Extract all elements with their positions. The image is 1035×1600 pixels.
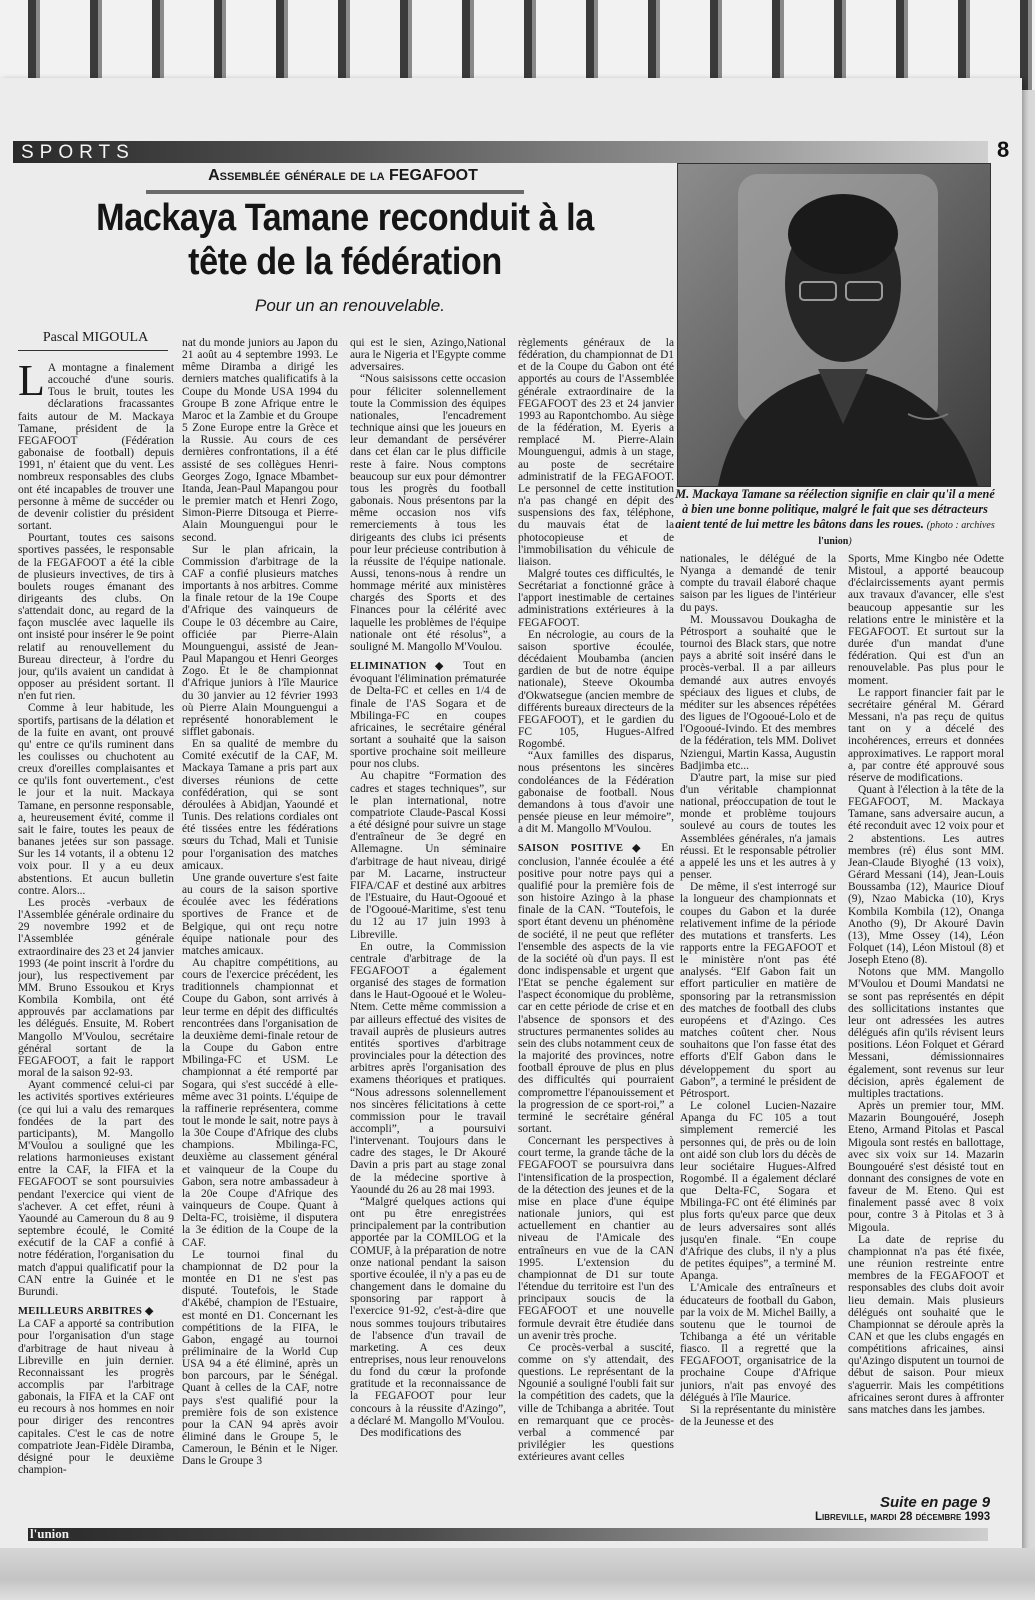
- paragraph: La date de reprise du championnat n'a pas été fixée, une réunion restreinte entre membres de la FEGAFOOT et responsables des clubs doit avoir lieu demain. Mais plusieurs délégués ont souhaité que le Championnat se déroule après la CAN et que les clubs engagés en compétitions africaines, ainsi qu'Azingo disputent un tournoi de début de saison. Pour mieux s'aguerrir. Mais les compétitions africaines seront dures à affronter sans matches dans les jambes.: [848, 1233, 1004, 1416]
- photo-credit: (photo : archives l'union): [818, 520, 995, 547]
- paragraph-with-subheading: ELIMINATION◆ Tout en évoquant l'élimination prématurée de Delta-FC et celles en 1/4 de finale de l'AS Sogara et de Mbilinga-FC en coupes africaines, le secrétaire général sortant a souhaité que la saison sportive prochaine soit meilleure pour nos clubs.: [350, 660, 506, 771]
- article-byline: Pascal MIGOULA: [42, 330, 149, 345]
- paragraph: En outre, la Commission centrale d'arbitrage de la FEGAFOOT a également organisé des stages de formation dans le Haut-Ogooué et le Woleu-Ntem. Cette même commission a par ailleurs effectué des visites de travail auprès de plusieurs autres entités sportives d'arbitrage provinciales pour la détection des arbitres après l'organisation des examens théoriques et pratiques. “Nous adressons solennellement nos sincères félicitations à cette commission pour le travail accompli”, a poursuivi l'intervenant. Toujours dans le cadre des stages, le Dr Akouré Davin a pris part au stage zonal de la médecine sportive à Yaoundé du 26 au 28 mai 1993.: [350, 940, 506, 1196]
- paragraph: Quant à l'élection à la tête de la FEGAFOOT, M. Mackaya Tamane, sans adversaire aucun, a été reconduit avec 12 voix pour et 2 abstentions. Les autres membres (ré) élus sont MM. Jean-Claude Biyoghé (13 voix), Gérard Messani (14), Jean-Louis Boussamba (12), Maurice Diouf (9), Nzao Mabicka (10), Krys Kombila Kombila (12), Onanga Anotho (9), Dr Akouré Davin (13), Mme Ossey (14), Léon Folquet (14), Léon Mistoul (8) et Joseph Eteno (8).: [848, 783, 1004, 967]
- newspaper-brand: l'union: [30, 1526, 70, 1541]
- dateline: Libreville, mardi 28 décembre 1993: [815, 1511, 991, 1523]
- article-column-6: [848, 553, 1004, 1488]
- paragraph-with-subheading: SAISON POSITIVE◆ En conclusion, l'année écoulée a été positive pour notre pays qui a qualifié pour la première fois de son histoire Azingo à la phase finale de la CAN. “Toutefois, le sport étant devenu un phénomène de société, il ne peut que refléter l'ensemble des aspects de la vie de la société où d'un pays. Il est donc indispensable et urgent que l'Etat se penche également sur l'aspect économique du problème, car en cette période de crise et en l'absence de sponsors et des structures permanentes solides au sein des clubs notamment ceux de la majorité des provinces, notre football éprouve de plus en plus des difficultés qui pourraient compromettre l'épanouissement et la progression de ce sport-roi,” a terminé le secrétaire général sortant.: [518, 842, 674, 1135]
- paragraph: règlements généraux de la fédération, du championnat de D1 et de la Coupe du Gabon ont été apportés au cours de l'Assemblée générale extraordinaire de la FEGAFOOT des 23 et 24 janvier 1993 au Rapontchombo. Au siège de la fédération, M. Eyeris a remplacé M. Pierre-Alain Mounguengui, admis à un stage, au poste de secrétaire administratif de la FEGAFOOT. Le personnel de cette institution n'a pas changé en dépit des suspensions des fax, téléphone, du mauvais état de la photocopieuse et de l'immobilisation du véhicule de liaison.: [518, 337, 674, 568]
- paragraph: Pourtant, toutes ces saisons sportives passées, le responsable de la FEGAFOOT a été la cible de plusieurs invectives, de tirs à boulets rouges émanant des dirigeants des clubs. On s'attendait donc, au regard de la façon musclée avec laquelle ils ont insisté pour insérer le 9e point relatif au renouvellement du Bureau directeur, à l'ordre du jour, qu'ils avaient un candidat à opposer au président sortant. Il n'en fut rien.: [18, 532, 174, 703]
- paragraph: “Nous saisissons cette occasion pour féliciter solennellement toute la Commission des équipes nationales, l'encadrement technique ainsi que les joueurs en leur demandant de persévérer dans cet élan car le plus difficile reste à faire. Nous comptons beaucoup sur eux pour démontrer tous les progrès du football gabonais. Nous présentons par la même occasion nos vifs remerciements à tous les dirigeants des clubs ici présents pour leur précieuse contribution à la réussite de l'équipe nationale. Aussi, tenons-nous à rendre un hommage mérité aux ministères chargés des Sports et des Finances pour la célérité avec laquelle les problèmes de l'équipe nationale ont été résolus”, a souligné M. Mangollo M'Voulou.: [350, 373, 506, 653]
- subheading: ELIMINATION◆: [350, 661, 453, 673]
- paragraph: qui est le sien, Azingo,National aura le Nigeria et l'Egypte comme adversaires.: [350, 337, 506, 374]
- article-column-5: [680, 553, 836, 1518]
- paragraph: Malgré toutes ces difficultés, le Secrétariat a fonctionné grâce à l'apport inestimable de certaines administrations extérieures à la FEGAFOOT.: [518, 567, 674, 629]
- paragraph: D'autre part, la mise sur pied d'un véritable championnat national, préoccupation de tout le monde et problème toujours soulevé au cours de toutes les Assemblées générales, n'a jamais réussi. Et le responsable pétrolier a appelé les uns et les autres à y penser.: [680, 771, 836, 882]
- article-kicker: Assemblée générale de la FEGAFOOT: [208, 167, 478, 184]
- paragraph: Sur le plan africain, la Commission d'arbitrage de la CAF a confié plusieurs matches importants à nos arbitres. Comme la finale retour de la 19e Coupe d'Afrique des vainqueurs de Coupe le 03 décembre au Caire, officiée par Pierre-Alain Mounguengui, assisté de Jean-Paul Mapangou et Henri Georges Zogo. Et le 8e championnat d'Afrique juniors à l'île Maurice du 30 janvier au 12 février 1993 où Pierre Alain Mounguengui a représenté honorablement le sifflet gabonais.: [182, 543, 338, 738]
- paragraph: Ayant commencé celui-ci par les activités sportives extérieures (ce qui lui a valu des remarques fondées de la part des participants), M. Mangollo M'Voulou a souligné que les relations harmonieuses existant entre la CAF, la FIFA et la FEGAFOOT se sont poursuivies pendant l'exercice qui vient de s'achever. A cet effet, réuni à Yaoundé au Cameroun du 8 au 9 septembre écoulé, le Comité exécutif de la CAF a confié à notre fédération, l'organisation du match d'appui qualificatif pour la CAN entre la Guinée et le Burundi.: [18, 1079, 174, 1298]
- paragraph: De même, il s'est interrogé sur la longueur des championnats et coupes du Gabon et la durée relativement infime de la période des mutations et transferts. Les rapports entre la FEGAFOOT et le ministère n'ont pas été analysés. “Elf Gabon fait un effort particulier en matière de sponsoring par la retransmission des matches de football des clubs européens et d'Azingo. Ces matches coûtent cher. Nous souhaitons que l'on fasse état des efforts d'Elf Gabon dans le développement du sport au Gabon”, a terminé le président de Pétrosport.: [680, 881, 836, 1100]
- paragraph: Au chapitre compétitions, au cours de l'exercice précédent, les traditionnels championnat et Coupe du Gabon, sont arrivés à leur terme en dépit des difficultés rencontrées dans l'organisation de la deuxième demi-finale retour de la Coupe du Gabon entre Mbilinga-FC et USM. Le championnat a été remporté par Sogara, qui s'est succédé à elle-même avec 31 points. L'équipe de la raffinerie représentera, comme tout le monde le sait, notre pays à la 30e Coupe d'Afrique des clubs champions. Mbilinga-FC, deuxième au classement général et vainqueur de la Coupe du Gabon, sera notre ambassadeur à la 20e Coupe d'Afrique des vainqueurs de Coupe. Quant à Delta-FC, troisième, il disputera la 3e édition de la Coupe de la CAF.: [182, 956, 338, 1249]
- page-number: 8: [997, 137, 1010, 162]
- continued-on-page: Suite en page 9: [880, 1494, 991, 1511]
- paragraph: Les procès -verbaux de l'Assemblée générale ordinaire du 29 novembre 1992 et de l'Assemblée générale extraordinaire des 23 et 24 janvier 1993 (4e point inscrit à l'ordre du jour), lus respectivement par MM. Bruno Essoukou et Krys Kombila Kombila, ont été approuvés par acclamations par les délégués. Ensuite, M. Robert Mangollo M'Voulou, secrétaire général sortant de la FEGAFOOT, a fait le rapport moral de la saison 92-93.: [18, 896, 174, 1080]
- paragraph: Sports, Mme Kingbo née Odette Mistoul, a apporté beaucoup d'éclaircissements ayant permis aux travaux d'avancer, elle s'est beaucoup appesantie sur les relations entre le ministère et la FEGAFOOT. Et surtout sur la durée d'un mandat d'une fédération. Qui est d'un an renouvelable. Pas plus pour le moment.: [848, 553, 1004, 687]
- kicker-underline: [146, 190, 524, 194]
- paragraph: Notons que MM. Mangollo M'Voulou et Doumi Mandatsi ne se sont pas représentés en dépit des sollicitations instantes que leur ont adressées les autres délégués afin qu'ils révisent leurs positions. Léon Folquet et Gérard Messani, démissionnaires également, sont revenus sur leur décision, après également de multiples tractations.: [848, 966, 1004, 1100]
- byline-divider: [18, 350, 168, 351]
- subheading: MEILLEURS ARBITRES ◆: [18, 1306, 154, 1318]
- paragraph: Après un premier tour, MM. Mazarin Boungouéré, Joseph Eteno, Armand Pitolas et Pascal Migoula sont restés en ballottage, avec six voix sur 14. Mazarin Boungouéré s'est désisté tout en donnant des consignes de vote en faveur de M. Eteno. Qui est finalement passé avec 8 voix pour, contre 3 à Pitolas et 3 à Migoula.: [848, 1100, 1004, 1234]
- paragraph: nat du monde juniors au Japon du 21 août au 4 septembre 1993. Le même Diramba a dirigé les derniers matches qualificatifs à la Coupe du Monde USA 1994 du Groupe B zone Afrique entre le Maroc et la Zambie et du Groupe 5 Zone Europe entre la Grèce et la Russie. Au cours de ces dernières confrontations, il a été assisté de ses collègues Henri-Georges Zogo, Ignace Mbambet-Itanda, Jean-Paul Mapangou pour le premier match et Henri Zogo, Simon-Pierre Ditsouga et Pierre-Alain Mounguengui pour le second.: [182, 337, 338, 544]
- paragraph: L'Amicale des entraîneurs et éducateurs de football du Gabon, par la voix de M. Michel Bailly, a soutenu que le tournoi de Tchibanga a été un véritable fiasco. Il a regretté que la FEGAFOOT, organisatrice de la prochaine Coupe d'Afrique juniors, n'ait pas envoyé des délégués à l'île Maurice.: [680, 1282, 836, 1404]
- article-column-2: [182, 337, 338, 1518]
- paragraph: Au chapitre “Formation des cadres et stages techniques”, sur le plan international, notre compatriote Claude-Pascal Kossi a été désigné pour suivre un stage d'entraîneur de 3e degré en Allemagne. Un séminaire d'arbitrage de haut niveau, dirigé par M. Lacarne, instructeur FIFA/CAF et destiné aux arbitres de l'Estuaire, du Haut-Ogooué et de l'Ogooué-Maritime, s'est tenu du 12 au 17 juin 1993 à Libreville.: [350, 770, 506, 941]
- paragraph: “Malgré quelques actions qui ont pu être enregistrées principalement par la contribution apportée par la COMILOG et la COMUF, à la préparation de notre onze national pendant la saison sportive écoulée, il n'y a pas eu de changement dans le domaine du sponsoring par rapport à l'exercice 91-92, c'est-à-dire que nous sommes toujours tributaires de l'absence d'un travail de marketing. A ces deux entreprises, nous leur renouvelons du fond du cœur la profonde gratitude et la reconnaissance de la FEGAFOOT pour leur concours à la réussite d'Azingo”, a déclaré M. Mangollo M'Voulou.: [350, 1195, 506, 1427]
- paragraph: L A montagne a finalement accouché d'une souris. Tous le bruit, toutes les déclarations fracassantes faits autour de M. Mackaya Tamane, président de la FEGAFOOT (Fédération gabonaise de football) depuis 1991, n' étaient que du vent. Les nombreux responsables des clubs ont été incapables de trouver une personne à même de succéder ou de devenir colistier du président sortant.: [18, 362, 174, 533]
- article-headline: Mackaya Tamane reconduit à la tête de la fédération: [96, 197, 594, 283]
- footer-banner: [28, 1528, 988, 1541]
- paragraph: Des modifications des: [360, 1426, 462, 1439]
- paragraph: “Aux familles des disparus, nous présentons les sincères condoléances de la Fédération gabonaise de football. Nous demandons à tous d'avoir une pensée pieuse en leur mémoire”, a dit M. Mangollo M'Voulou.: [518, 750, 674, 836]
- section-banner: [13, 141, 988, 163]
- photo-mackaya-tamane: [677, 163, 991, 487]
- paragraph: La CAF a apporté sa contribution pour l'organisation d'un stage d'arbitrage de haut niveau à Libreville en juin dernier. Reconnaissant les progrès accomplis par l'arbitrage gabonais, la FIFA et la CAF ont eu recours à nos hommes en noir pour diriger des rencontres capitales. C'est le cas de notre compatriote Jean-Fidèle Diramba, désigné pour le deuxième champion-: [18, 1318, 174, 1477]
- paragraph: Concernant les perspectives à court terme, la grande tâche de la FEGAFOOT se poursuivra dans l'intensification de la prospection, de la détection des jeunes et de la mise en place d'une équipe nationale juniors, qui est actuellement en chantier au niveau de l'Amicale des entraîneurs en vue de la CAN 1995. L'extension du championnat de D1 sur toute l'étendue du territoire est l'un des principaux soucis de la FEGAFOOT et une nouvelle formule devrait être étudiée dans un avenir très proche.: [518, 1135, 674, 1342]
- article-column-1: [18, 362, 174, 1518]
- section-label: SPORTS: [21, 142, 135, 163]
- photo-caption: M. Mackaya Tamane sa réélection signifie en clair qu'il a mené à bien une bonne politique, malgré le fait que ses détracteurs aient tenté de lui mettre les bâtons dans les roues. (photo : archives l'union): [675, 487, 995, 547]
- article-column-3: [350, 337, 506, 1518]
- paragraph: En nécrologie, au cours de la saison sportive écoulée, décédaient Moubamba (ancien gardien de but de notre équipe nationale), Steeve Okoumba d'Okwatsegue (ancien membre de différents bureaux directeurs de la FEGAFOOT), et le gardien du FC 105, Hugues-Alfred Rogombé.: [518, 628, 674, 751]
- page-fold: [0, 1548, 1035, 1600]
- paragraph: Le rapport financier fait par le secrétaire général M. Gérard Messani, n'a pas reçu de quitus tant on y a décelé des incohérences, erreurs et données approximatives. Le rapport moral a, par contre été approuvé sous réserve de modifications.: [848, 686, 1004, 784]
- background-fabric: [0, 0, 1035, 90]
- article-subtitle: Pour un an renouvelable.: [255, 296, 445, 315]
- paragraph: Comme à leur habitude, les sportifs, partisans de la délation et de la fuite en avant, ont prouvé qu' entre ce qu'ils ruminent dans les coulisses ou chuchotent au creux d'oreilles complaisantes et ce qu'ils font ouvertement., c'est le jour et la nuit. Mackaya Tamane, en personne responsable, a, heureusement évité, comme il sait le faire, toutes les peaux de bananes jetées sur son passage. Sur les 14 votants, il a obtenu 12 voix pour. Il y a eu deux abstentions. Et aucun bulletin contre. Alors...: [18, 702, 174, 897]
- portrait-image: [678, 164, 990, 486]
- paragraph: M. Moussavou Doukagha de Pétrosport a souhaité que le tournoi des Black stars, que notre pays a abrité soit inséré dans le procès-verbal. Il a par ailleurs demandé aux autres envoyés spéciaux des ligues et clubs, de méditer sur les absences répétées des ligues de l'Ogooué-Lolo et de l'Ogooué-Ivindo. Et des membres de la fédération, tels MM. Dolivet Nziengui, Martin Kassa, Augustin Badjimba etc...: [680, 613, 836, 772]
- paragraph: Le colonel Lucien-Nazaire Apanga du FC 105 a tout simplement remercié les personnes qui, de près ou de loin ont aidé son club lors du décès de leur sociétaire Hugues-Alfred Rogombé. Il a également déclaré que Delta-FC, Sogara et Mbilinga-FC ont été éliminés par plus forts qu'eux parce que deux de leurs adversaires sont allés jusqu'en finale. “En coupe d'Afrique des clubs, il n'y a plus de petites équipes”, a terminé M. Apanga.: [680, 1100, 836, 1283]
- paragraph: Si la représentante du ministère de la Jeunesse et des: [680, 1403, 836, 1429]
- subheading: SAISON POSITIVE◆: [518, 843, 650, 855]
- paragraph: En sa qualité de membre du Comité exécutif de la CAF, M. Mackaya Tamane a pris part aux diverses réunions de cette confédération, qui se sont déroulées à Abidjan, Yaoundé et Tunis. Des relations cordiales ont été tissées entre les fédérations sœurs du Tchad, Mali et Tunisie pour l'organisation des matches amicaux.: [182, 738, 338, 872]
- drop-cap: L: [18, 362, 45, 405]
- paragraph: nationales, le délégué de la Nyanga a demandé de tenir compte du travail élaboré chaque saison par les ligues de l'intérieur du pays.: [680, 553, 836, 614]
- article-column-4: [518, 337, 674, 1518]
- paragraph: Une grande ouverture s'est faite au cours de la saison sportive écoulée avec les fédérations sportives de France et de Belgique, qui ont reçu notre équipe nationale pour des matches amicaux.: [182, 871, 338, 957]
- paragraph: Ce procès-verbal a suscité, comme on s'y attendait, des questions. Le représentant de la Ngounié a souligné l'oubli fait sur la compétition des cadets, que la ville de Tchibanga a abritée. Tout en remarquant que ce procès-verbal a commencé par privilégier les questions extérieures avant celles: [518, 1341, 674, 1464]
- paragraph: Le tournoi final du championnat de D2 pour la montée en D1 ne s'est pas disputé. Toutefois, le Stade d'Akébé, champion de l'Estuaire, est monté en D1. Concernant les compétitions de la FIFA, le Gabon, engagé au tournoi préliminaire de la World Cup USA 94 a été éliminé, après un bon parcours, par le Sénégal. Quant à celles de la CAF, notre pays s'est qualifié pour la première fois de son existence pour la CAN 94 après avoir éliminé dans le Groupe 5, le Cameroun, le Bénin et le Niger. Dans le Groupe 3: [182, 1248, 338, 1468]
